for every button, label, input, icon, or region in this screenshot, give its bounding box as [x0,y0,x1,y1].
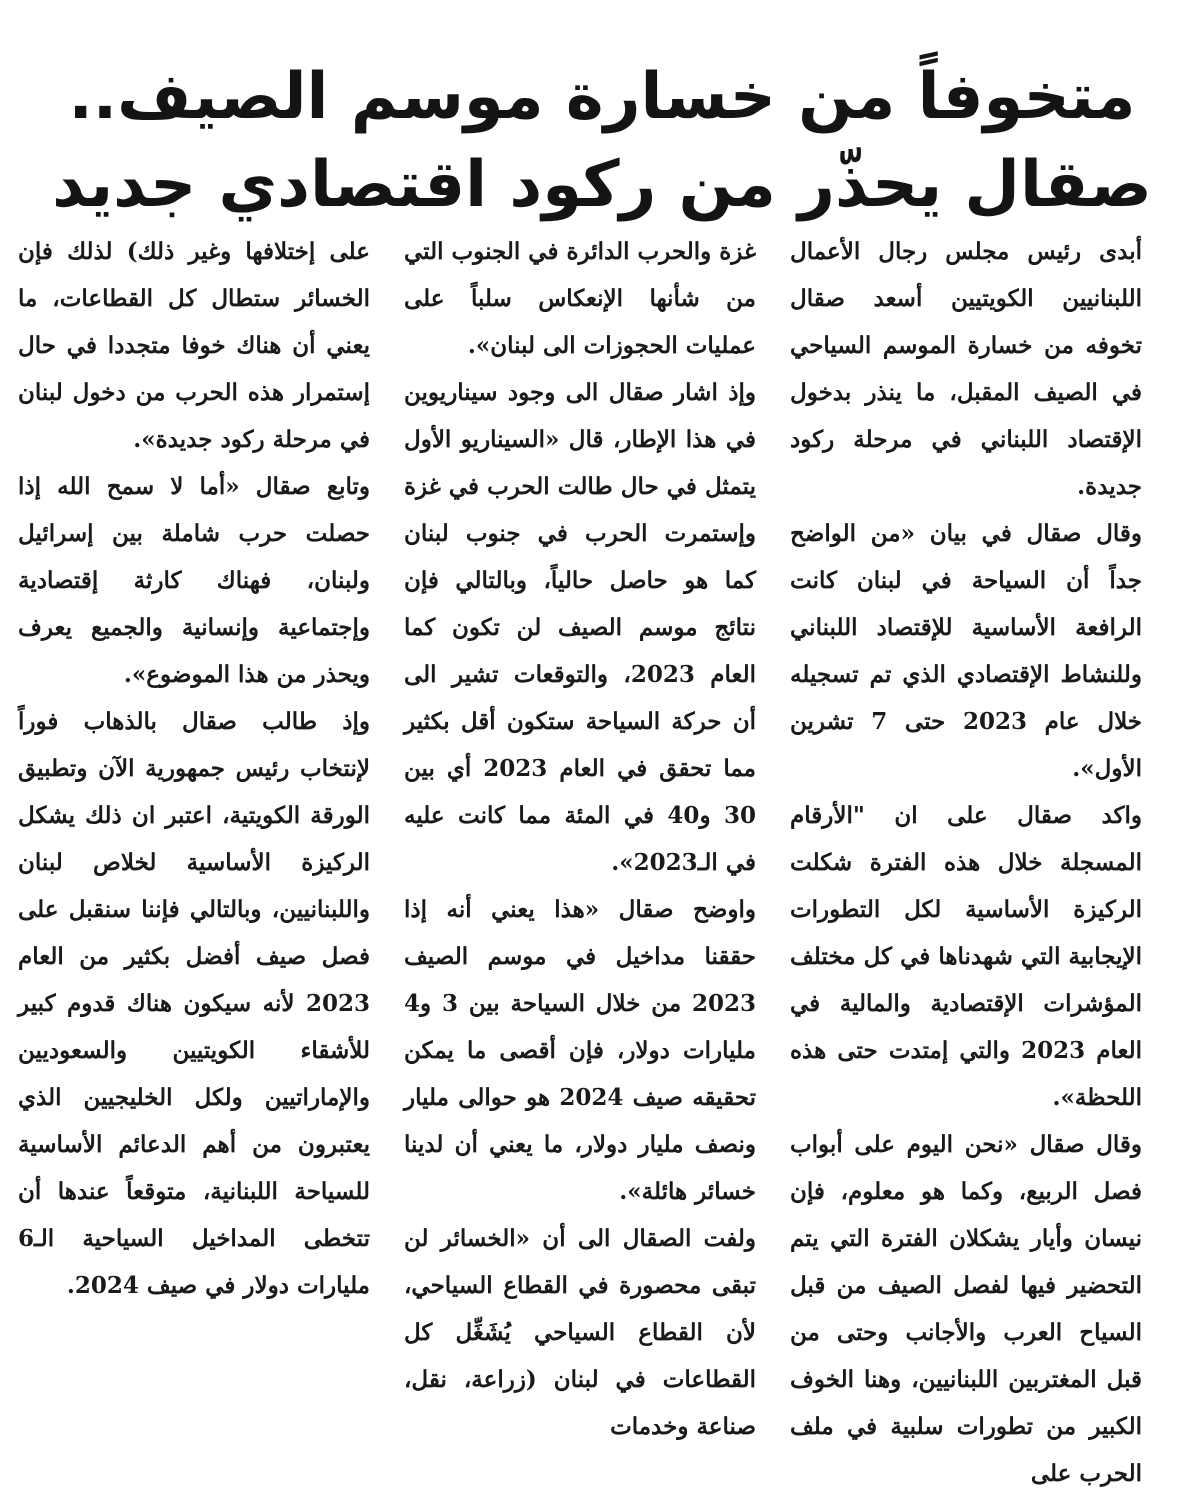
column-left [18,228,370,1348]
paragraph: أبدى رئيس مجلس رجال الأعمال اللبنانيين الكويتيين أسعد صقال تخوفه من خسارة الموسم السياحي في الصيف المقبل، ما ينذر بدخول الإقتصاد اللبناني في مرحلة ركود جديدة. [790,238,1142,500]
paragraph: وإذ اشار صقال الى وجود سيناريوين في هذا الإطار، قال «السيناريو الأول يتمثل في حال طالت الحرب في غزة وإستمرت الحرب في جنوب لبنان كما هو حاصل حالياً، وبالتالي فإن نتائج موسم الصيف لن تكون كما العام 2023، والتوقعات تشير الى أن حركة السياحة ستكون أقل بكثير مما تحقق في العام 2023 أي بين 30 و40 في المئة مما كانت عليه في الـ2023». [404,379,756,876]
paragraph: على إختلافها وغير ذلك) لذلك فإن الخسائر ستطال كل القطاعات، ما يعني أن هناك خوفا متجددا في حال إستمرار هذه الحرب من دخول لبنان في مرحلة ركود جديدة». [18,238,370,453]
paragraph: واكد صقال على ان "الأرقام المسجلة خلال هذه الفترة شكلت الركيزة الأساسية لكل التطورات الإيجابية التي شهدناها في كل مختلف المؤشرات الإقتصادية والمالية في العام 2023 والتي إمتدت حتى هذه اللحظة». [790,802,1142,1111]
headline-line-2: صقال يحذّر من ركود اقتصادي جديد [52,148,1152,223]
column-right [790,228,1143,1487]
paragraph: غزة والحرب الدائرة في الجنوب التي من شأنها الإنعكاس سلباً على عمليات الحجوزات الى لبنان». [404,238,756,359]
paragraph: واوضح صقال «هذا يعني أنه إذا حققنا مداخيل في موسم الصيف 2023 من خلال السياحة بين 3 و4 مليارات دولار، فإن أقصى ما يمكن تحقيقه صيف 2024 هو حوالى مليار ونصف مليار دولار، ما يعني أن لدينا خسائر هائلة». [404,896,757,1205]
paragraph: وقال صقال في بيان «من الواضح جداً أن السياحة في لبنان كانت الرافعة الأساسية للإقتصاد اللبناني وللنشاط الإقتصادي الذي تم تسجيله خلال عام 2023 حتى 7 تشرين الأول». [790,520,1143,782]
column-middle [404,228,757,1440]
paragraph: وتابع صقال «أما لا سمح الله إذا حصلت حرب شاملة بين إسرائيل ولبنان، فهناك كارثة إقتصادية وإجتماعية وإنسانية والجميع يعرف ويحذر من هذا الموضوع». [18,473,370,688]
paragraph: ولفت الصقال الى أن «الخسائر لن تبقى محصورة في القطاع السياحي، لأن القطاع السياحي يُشَغِّل كل القطاعات في لبنان (زراعة، نقل، صناعة وخدمات [404,1225,756,1440]
article-headline [30,53,1174,229]
article-body [18,228,1143,1487]
headline-line-1: متخوفاً من خسارة موسم الصيف.. [68,60,1136,135]
paragraph: وإذ طالب صقال بالذهاب فوراً لإنتخاب رئيس جمهورية الآن وتطبيق الورقة الكويتية، اعتبر ان ذلك يشكل الركيزة الأساسية لخلاص لبنان واللبنانيين، وبالتالي فإننا سنقبل على فصل صيف أفضل بكثير من العام 2023 لأنه سيكون هناك قدوم كبير للأشقاء الكويتيين والسعوديين والإماراتيين ولكل الخليجيين الذي يعتبرون من أهم الدعائم الأساسية للسياحة اللبنانية، متوقعاً عندها أن تتخطى المداخيل السياحية الـ6 مليارات دولار في صيف 2024. [18,708,370,1299]
paragraph: وقال صقال «نحن اليوم على أبواب فصل الربيع، وكما هو معلوم، فإن نيسان وأيار يشكلان الفترة التي يتم التحضير فيها لفصل الصيف من قبل السياح العرب والأجانب وحتى من قبل المغتربين اللبنانيين، وهنا الخوف الكبير من تطورات سلبية في ملف الحرب على [790,1131,1142,1487]
